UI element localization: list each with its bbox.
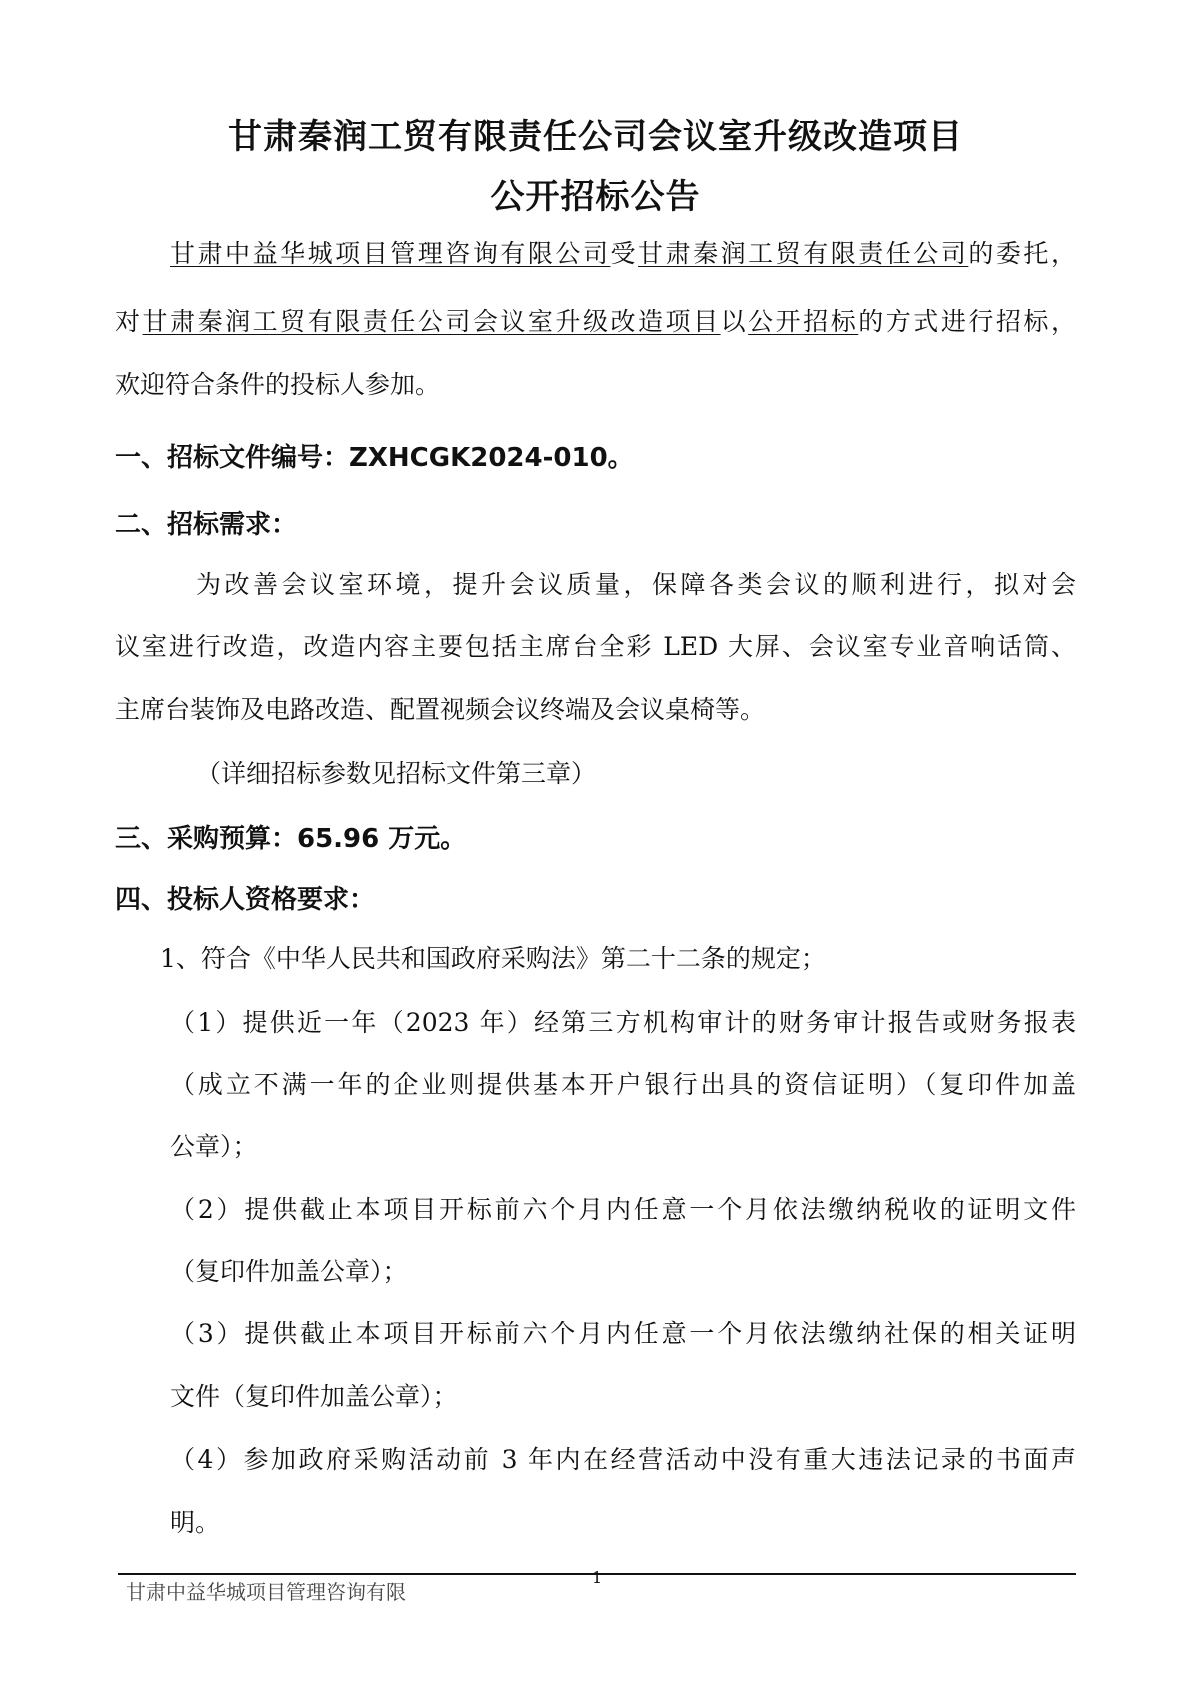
intro-line-3: 欢迎符合条件的投标人参加。 — [115, 370, 441, 399]
requirements-note: （详细招标参数见招标文件第三章） — [196, 759, 597, 788]
qualification-sub-1-line-3: 公章）； — [170, 1132, 258, 1161]
qualification-sub-1-line-2: （成立不满一年的企业则提供基本开户银行出具的资信证明）（复印件加盖 — [170, 1070, 1076, 1099]
document-title-line-1: 甘肃秦润工贸有限责任公司会议室升级改造项目 — [228, 117, 963, 157]
section-1-heading: 一、招标文件编号：ZXHCGK2024-010。 — [115, 443, 634, 473]
qualification-sub-2-line-2: （复印件加盖公章）； — [170, 1257, 408, 1286]
requirements-line-2: 议室进行改造，改造内容主要包括主席台全彩 LED 大屏、会议室专业音响话筒、 — [115, 632, 1076, 661]
page-number: 1 — [592, 1568, 603, 1587]
qualification-sub-2-line-1: （2）提供截止本项目开标前六个月内任意一个月依法缴纳税收的证明文件 — [170, 1195, 1076, 1224]
client-name: 甘肃秦润工贸有限责任公司 — [638, 239, 969, 268]
qualification-sub-4-line-1: （4）参加政府采购活动前 3 年内在经营活动中没有重大违法记录的书面声 — [170, 1445, 1076, 1474]
section-4-heading: 四、投标人资格要求： — [115, 885, 376, 915]
qualification-sub-1-line-1: （1）提供近一年（2023 年）经第三方机构审计的财务审计报告或财务报表 — [170, 1008, 1076, 1037]
project-name: 甘肃秦润工贸有限责任公司会议室升级改造项目 — [142, 307, 721, 336]
procurement-method: 公开招标 — [748, 307, 859, 336]
section-3-heading: 三、采购预算：65.96 万元。 — [115, 824, 467, 854]
qualification-sub-3-line-1: （3）提供截止本项目开标前六个月内任意一个月依法缴纳社保的相关证明 — [170, 1319, 1076, 1348]
qualification-item-1: 1、符合《中华人民共和国政府采购法》第二十二条的规定； — [160, 944, 826, 973]
qualification-sub-3-line-2: 文件（复印件加盖公章）； — [170, 1382, 458, 1411]
qualification-sub-4-line-2: 明。 — [170, 1508, 221, 1537]
intro-line-2: 对甘肃秦润工贸有限责任公司会议室升级改造项目以公开招标的方式进行招标， — [115, 307, 1076, 336]
requirements-line-3: 主席台装饰及电路改造、配置视频会议终端及会议桌椅等。 — [115, 695, 766, 724]
intro-line-1: 甘肃中益华城项目管理咨询有限公司受甘肃秦润工贸有限责任公司的委托， — [170, 239, 1076, 268]
document-title-line-2: 公开招标公告 — [490, 177, 701, 217]
agency-name: 甘肃中益华城项目管理咨询有限公司 — [170, 239, 611, 268]
section-2-heading: 二、招标需求： — [115, 510, 298, 540]
footer-company-name: 甘肃中益华城项目管理咨询有限 — [126, 1580, 406, 1604]
requirements-line-1: 为改善会议室环境，提升会议质量，保障各类会议的顺利进行，拟对会 — [196, 570, 1076, 599]
